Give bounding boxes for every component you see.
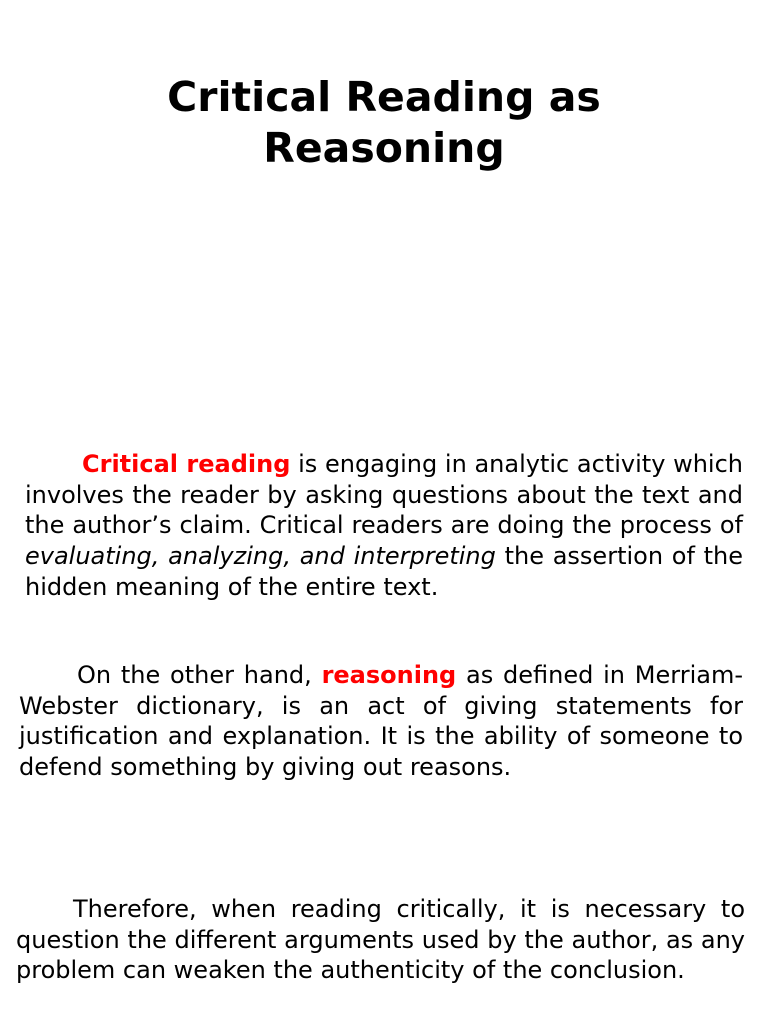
page-title — [0, 72, 768, 174]
reasoning-term: reasoning — [321, 661, 457, 689]
paragraph2-text-a: On the other hand, — [77, 661, 322, 689]
conclusion-paragraph: Therefore, when reading critically, it is necessary to question the different arguments used by the author, as any problem can weaken the authenticity of the conclusion. — [16, 895, 745, 985]
paragraph1-text-b: the assertion of the hidden meaning of the entire text. — [25, 542, 743, 601]
paragraph1-emphasis: evaluating, analyzing, and interpreting — [25, 542, 496, 571]
title-line-1: Critical Reading as — [167, 73, 601, 121]
reasoning-paragraph — [19, 660, 743, 783]
title-line-2: Reasoning — [263, 124, 505, 172]
critical-reading-term: Critical reading — [82, 450, 291, 478]
paragraph1-text-a: is engaging in analytic activity which involves the reader by asking questions about the text and the author’s claim. Critical readers are doing the process of — [25, 450, 743, 540]
paragraph2-text-b: as defined in Merriam-Webster dictionary, is an act of giving statements for justification and explanation. It is the ability of someone to defend something by giving out reasons. — [19, 661, 743, 782]
critical-reading-paragraph — [25, 449, 743, 603]
